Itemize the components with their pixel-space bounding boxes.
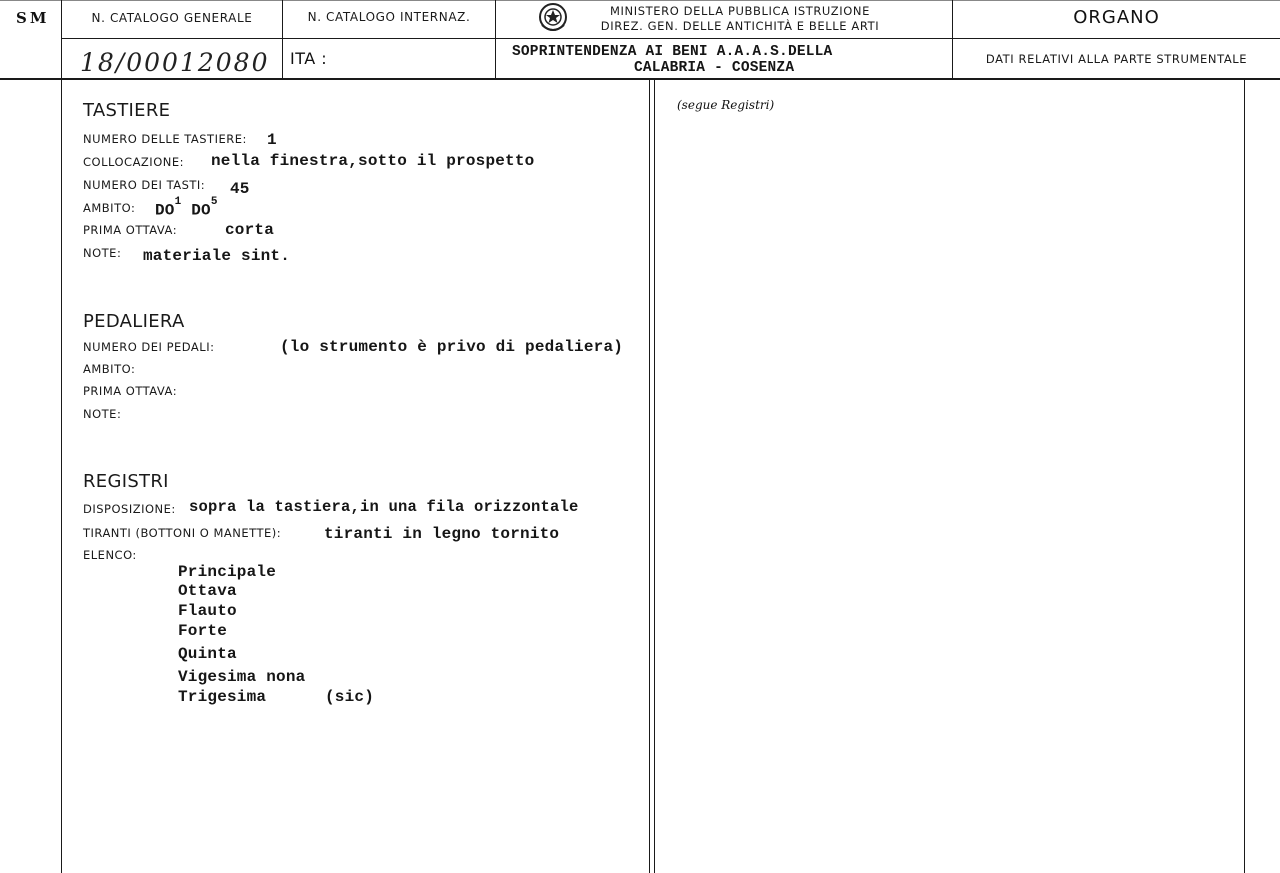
- elenco-item: Vigesima nona: [178, 668, 306, 686]
- tiranti-label: TIRANTI (BOTTONI O MANETTE):: [83, 526, 282, 540]
- sm-code: SM: [16, 9, 50, 27]
- catalogo-internaz-label: N. CATALOGO INTERNAZ.: [307, 10, 471, 24]
- segue-registri-note: (segue Registri): [677, 98, 775, 112]
- numero-pedali-value: (lo strumento è privo di pedaliera): [280, 338, 624, 356]
- republic-emblem-icon: [537, 1, 569, 35]
- numero-tasti-value: 45: [230, 180, 250, 198]
- ambito-from: DO: [155, 201, 175, 220]
- header-bottom-rule: [0, 78, 1280, 80]
- ministry-line-2: DIREZ. GEN. DELLE ANTICHITÀ E BELLE ARTI: [600, 19, 880, 33]
- collocazione-value: nella finestra,sotto il prospetto: [211, 152, 535, 170]
- numero-tastiere-value: 1: [267, 131, 277, 149]
- ambito-tastiere-label: AMBITO:: [83, 201, 136, 215]
- elenco-item: Ottava: [178, 582, 237, 600]
- numero-tastiere-label: NUMERO DELLE TASTIERE:: [83, 132, 247, 146]
- elenco-item: Quinta: [178, 645, 237, 663]
- note-pedaliera-label: NOTE:: [83, 407, 122, 421]
- tastiere-heading: TASTIERE: [83, 100, 171, 121]
- prima-ottava-tastiere-label: PRIMA OTTAVA:: [83, 223, 178, 237]
- header-middle-rule: [62, 38, 1280, 39]
- header-top-rule: [0, 0, 1280, 1]
- note-tastiere-label: NOTE:: [83, 246, 122, 260]
- collocazione-label: COLLOCAZIONE:: [83, 155, 184, 169]
- catalogo-generale-label: N. CATALOGO GENERALE: [91, 11, 253, 25]
- prima-ottava-pedaliera-label: PRIMA OTTAVA:: [83, 384, 178, 398]
- registri-heading: REGISTRI: [83, 471, 169, 492]
- prima-ottava-tastiere-value: corta: [225, 221, 275, 239]
- dati-strumentali-label: DATI RELATIVI ALLA PARTE STRUMENTALE: [985, 52, 1248, 66]
- pedaliera-heading: PEDALIERA: [83, 311, 185, 332]
- ministry-line-1: MINISTERO DELLA PUBBLICA ISTRUZIONE: [610, 4, 870, 18]
- catalogo-generale-value: 18/00012080: [80, 48, 270, 77]
- elenco-label: ELENCO:: [83, 548, 137, 562]
- ambito-pedaliera-label: AMBITO:: [83, 362, 136, 376]
- header-divider-2: [495, 0, 496, 78]
- elenco-item: Flauto: [178, 602, 237, 620]
- ambito-to: DO: [191, 201, 211, 220]
- left-margin-rule: [61, 0, 62, 873]
- right-margin-rule: [1244, 80, 1245, 873]
- numero-pedali-label: NUMERO DEI PEDALI:: [83, 340, 215, 354]
- elenco-item: Trigesima: [178, 688, 267, 706]
- elenco-item: Forte: [178, 622, 228, 640]
- soprintendenza-stamp-line-1: SOPRINTENDENZA AI BENI A.A.A.S.DELLA: [512, 44, 833, 60]
- disposizione-value: sopra la tastiera,in una fila orizzontale: [189, 498, 579, 516]
- column-divider-a: [649, 80, 650, 873]
- elenco-item: Principale: [178, 563, 277, 581]
- disposizione-label: DISPOSIZIONE:: [83, 502, 176, 516]
- sic-annotation: (sic): [325, 688, 375, 706]
- column-divider-b: [654, 80, 655, 873]
- ambito-tastiere-value: [155, 196, 218, 220]
- ambito-to-octave: 5: [210, 196, 218, 208]
- organo-title: ORGANO: [1073, 7, 1160, 28]
- tiranti-value: tiranti in legno tornito: [324, 525, 560, 543]
- soprintendenza-stamp-line-2: CALABRIA - COSENZA: [634, 60, 795, 76]
- ita-label: ITA :: [290, 49, 328, 68]
- ambito-from-octave: 1: [174, 196, 182, 208]
- note-tastiere-value: materiale sint.: [143, 247, 291, 265]
- numero-tasti-label: NUMERO DEI TASTI:: [83, 178, 206, 192]
